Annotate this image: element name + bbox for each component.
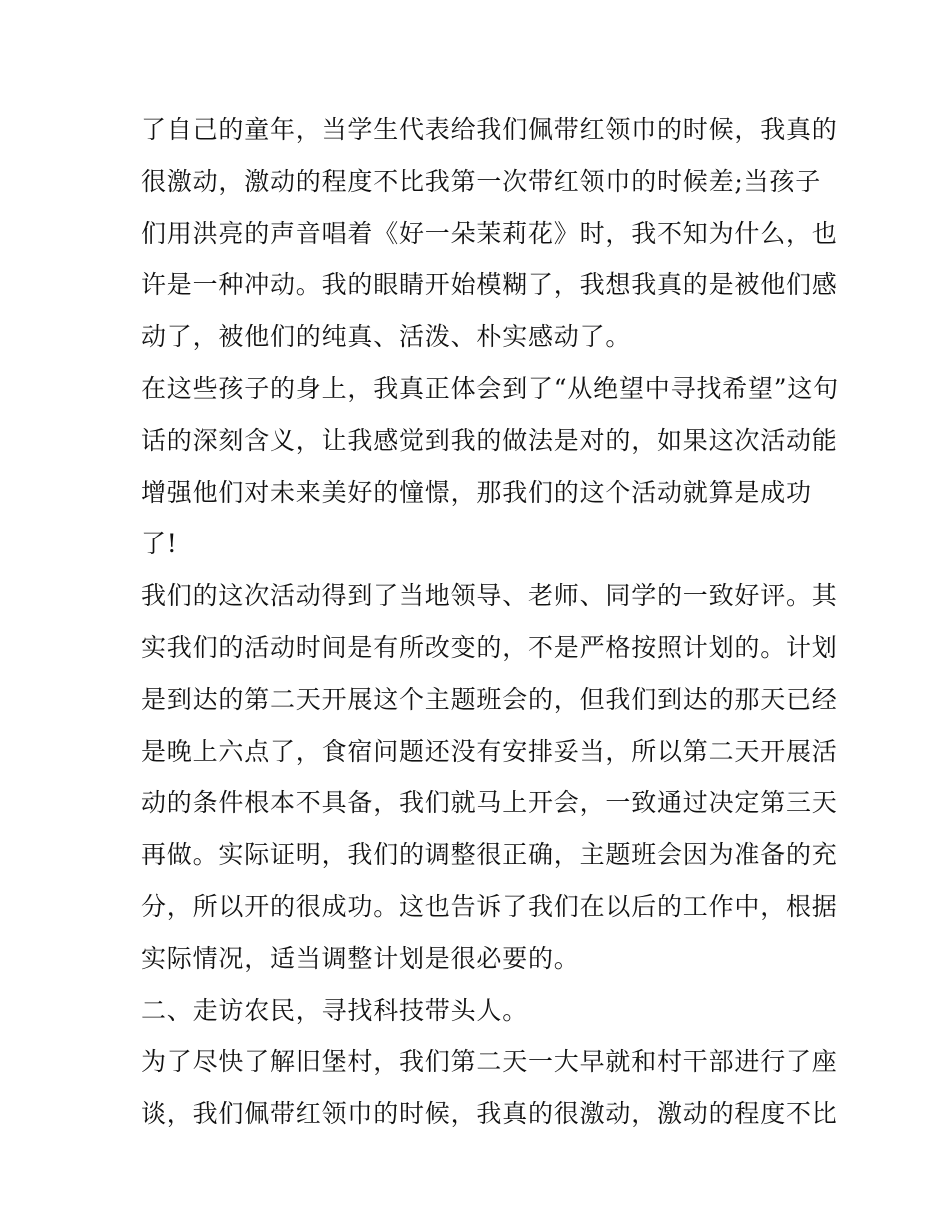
text-line: 动的条件根本不具备，我们就马上开会，一致通过决定第三天 <box>141 788 838 818</box>
text-line: 动了，被他们的纯真、活泼、朴实感动了。 <box>141 322 632 352</box>
text-line: 了! <box>141 529 178 559</box>
text-line: 实际情况，适当调整计划是很必要的。 <box>141 943 580 973</box>
text-line: 分，所以开的很成功。这也告诉了我们在以后的工作中，根据 <box>141 891 838 921</box>
text-line: 为了尽快了解旧堡村，我们第二天一大早就和村干部进行了座 <box>141 1047 838 1077</box>
text-line: 我们的这次活动得到了当地领导、老师、同学的一致好评。其 <box>141 581 838 611</box>
text-line: 谈，我们佩带红领巾的时候，我真的很激动，激动的程度不比 <box>141 1099 838 1129</box>
text-line: 很激动，激动的程度不比我第一次带红领巾的时候差;当孩子 <box>141 166 822 196</box>
text-line: 是到达的第二天开展这个主题班会的，但我们到达的那天已经 <box>141 684 838 714</box>
text-line: 们用洪亮的声音唱着《好一朵茉莉花》时，我不知为什么，也 <box>141 218 838 248</box>
text-line: 了自己的童年，当学生代表给我们佩带红领巾的时候，我真的 <box>141 115 838 144</box>
text-line: 许是一种冲动。我的眼睛开始模糊了，我想我真的是被他们感 <box>141 270 838 300</box>
body-text <box>141 104 839 1140</box>
text-line: 是晚上六点了，食宿问题还没有安排妥当，所以第二天开展活 <box>141 736 838 766</box>
text-line: 实我们的活动时间是有所改变的，不是严格按照计划的。计划 <box>141 632 838 662</box>
section-heading: 二、走访农民，寻找科技带头人。 <box>141 995 529 1025</box>
text-line: 在这些孩子的身上，我真正体会到了“从绝望中寻找希望”这句 <box>141 373 839 403</box>
text-line: 再做。实际证明，我们的调整很正确，主题班会因为准备的充 <box>141 840 838 870</box>
text-line: 话的深刻含义，让我感觉到我的做法是对的，如果这次活动能 <box>141 425 838 455</box>
text-line: 增强他们对未来美好的憧憬，那我们的这个活动就算是成功 <box>141 477 812 507</box>
